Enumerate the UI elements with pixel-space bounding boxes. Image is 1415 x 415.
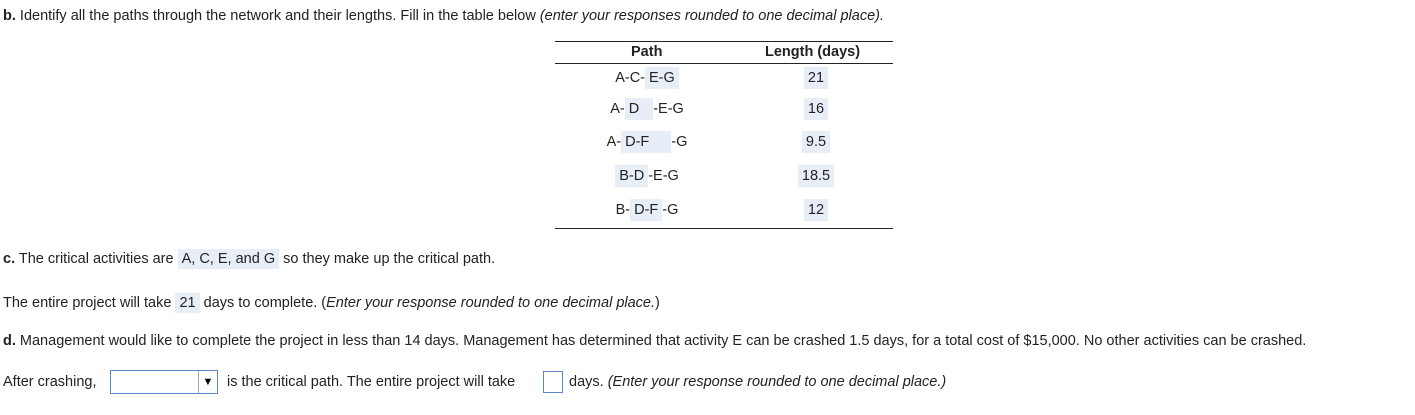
length-cell xyxy=(739,199,893,221)
path-column-header: Path xyxy=(631,44,663,60)
paths-table xyxy=(555,41,893,218)
path-cell: B- D-F -G xyxy=(555,199,739,221)
length-cell xyxy=(739,165,893,187)
after-crashing-label: After crashing, xyxy=(3,374,97,390)
path-answer-field[interactable]: B-D xyxy=(615,165,648,187)
length-answer-field[interactable]: 9.5 xyxy=(802,131,830,153)
length-answer-field[interactable]: 21 xyxy=(804,67,828,89)
table-bottom-rule xyxy=(555,228,893,229)
path-answer-field[interactable]: D-F xyxy=(630,199,662,221)
path-answer-field[interactable]: D xyxy=(625,98,653,120)
dropdown-arrow-icon[interactable]: ▼ xyxy=(198,371,217,393)
length-column-header: Length (days) xyxy=(765,44,861,60)
part-d-statement: d. Management would like to complete the project in less than 14 days. Management has determined that activity E can be crashed 1.5 days, for a total cost of $15,000. No other activities can be crashed. xyxy=(3,333,1307,349)
path-cell: A-C- E-G xyxy=(555,67,739,89)
length-cell xyxy=(739,67,893,89)
critical-activities-answer[interactable]: A, C, E, and G xyxy=(178,249,280,269)
table-top-rule xyxy=(555,41,893,42)
after-crashing-tail: days. (Enter your response rounded to one decimal place.) xyxy=(569,374,947,390)
table-row xyxy=(555,131,893,157)
table-row xyxy=(555,199,893,225)
path-cell: A- D-F -G xyxy=(555,131,739,153)
crashed-duration-input[interactable] xyxy=(543,371,563,393)
length-answer-field[interactable]: 12 xyxy=(804,199,828,221)
length-cell xyxy=(739,98,893,120)
table-row xyxy=(555,165,893,191)
part-b-instruction: b. Identify all the paths through the network and their lengths. Fill in the table below (enter your responses rounded to one decimal place). xyxy=(3,8,884,24)
table-row xyxy=(555,98,893,124)
critical-path-select[interactable] xyxy=(110,370,218,394)
path-cell: B-D -E-G xyxy=(555,165,739,187)
length-cell xyxy=(739,131,893,153)
table-row xyxy=(555,67,893,93)
path-answer-field[interactable]: D-F xyxy=(621,131,671,153)
length-answer-field[interactable]: 18.5 xyxy=(798,165,834,187)
length-answer-field[interactable]: 16 xyxy=(804,98,828,120)
path-cell: A- D -E-G xyxy=(555,98,739,120)
project-duration-statement: The entire project will take 21 days to complete. (Enter your response rounded to one decimal place.) xyxy=(3,295,660,311)
project-duration-answer[interactable]: 21 xyxy=(175,293,199,313)
after-crashing-mid-text: is the critical path. The entire project will take xyxy=(227,374,516,390)
table-header-rule xyxy=(555,63,893,64)
part-c-statement: c. The critical activities are A, C, E, and G so they make up the critical path. xyxy=(3,251,496,267)
path-answer-field[interactable]: E-G xyxy=(645,67,679,89)
